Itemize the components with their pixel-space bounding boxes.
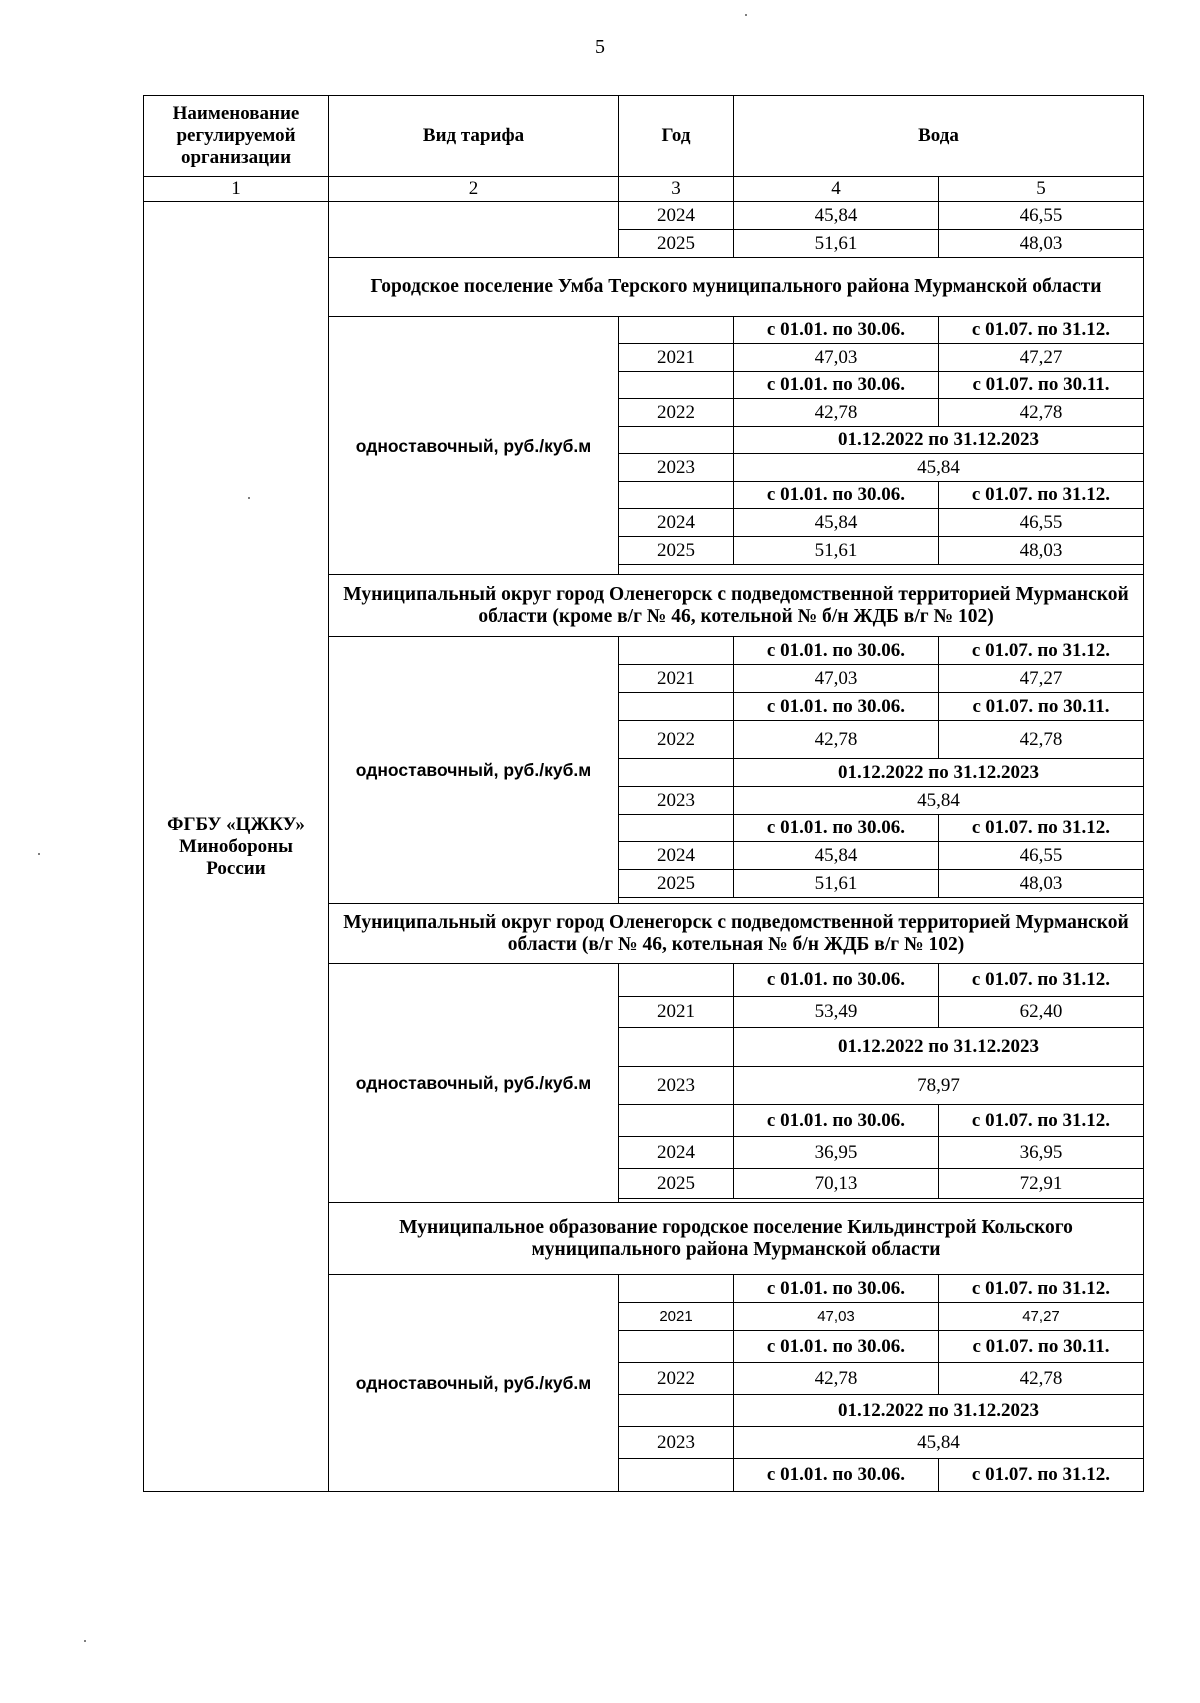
value-cell: 45,84 bbox=[734, 787, 1144, 815]
value-cell: 42,78 bbox=[734, 1363, 939, 1395]
empty-year-cell bbox=[619, 693, 734, 721]
period-cell: с 01.07. по 31.12. bbox=[939, 482, 1144, 509]
table-header-row bbox=[144, 96, 1144, 177]
period-cell: 01.12.2022 по 31.12.2023 bbox=[734, 1028, 1144, 1067]
value-cell: 45,84 bbox=[734, 1427, 1144, 1459]
empty-year-cell bbox=[619, 372, 734, 399]
value-cell: 45,84 bbox=[734, 842, 939, 870]
empty-year-cell bbox=[619, 482, 734, 509]
value-cell: 46,55 bbox=[939, 509, 1144, 537]
period-cell: с 01.07. по 31.12. bbox=[939, 1459, 1144, 1492]
year-cell: 2025 bbox=[619, 537, 734, 565]
period-cell: с 01.07. по 30.11. bbox=[939, 693, 1144, 721]
year-cell: 2023 bbox=[619, 787, 734, 815]
period-cell: с 01.01. по 30.06. bbox=[734, 693, 939, 721]
tariff-type-cell: одноставочный, руб./куб.м bbox=[329, 317, 619, 575]
value-cell: 47,27 bbox=[939, 1303, 1144, 1331]
year-cell: 2025 bbox=[619, 230, 734, 258]
value-cell: 42,78 bbox=[734, 721, 939, 759]
period-cell: с 01.07. по 31.12. bbox=[939, 964, 1144, 997]
tariff-table-wrapper bbox=[143, 95, 1143, 1492]
value-cell: 53,49 bbox=[734, 997, 939, 1028]
col-num-4: 4 bbox=[734, 177, 939, 202]
header-vid: Вид тарифа bbox=[329, 96, 619, 177]
tariff-type-cell: одноставочный, руб./куб.м bbox=[329, 964, 619, 1203]
value-cell: 45,84 bbox=[734, 454, 1144, 482]
empty-year-cell bbox=[619, 1331, 734, 1363]
period-cell: 01.12.2022 по 31.12.2023 bbox=[734, 759, 1144, 787]
period-cell: с 01.01. по 30.06. bbox=[734, 964, 939, 997]
year-cell: 2022 bbox=[619, 721, 734, 759]
period-cell: 01.12.2022 по 31.12.2023 bbox=[734, 1395, 1144, 1427]
period-cell: с 01.07. по 31.12. bbox=[939, 815, 1144, 842]
value-cell: 42,78 bbox=[939, 399, 1144, 427]
year-cell: 2023 bbox=[619, 1427, 734, 1459]
table-row bbox=[144, 202, 1144, 230]
value-cell: 51,61 bbox=[734, 870, 939, 898]
period-cell: с 01.07. по 30.11. bbox=[939, 372, 1144, 399]
scan-speck bbox=[38, 853, 40, 855]
year-cell: 2021 bbox=[619, 997, 734, 1028]
value-cell: 36,95 bbox=[734, 1137, 939, 1169]
year-cell: 2024 bbox=[619, 842, 734, 870]
empty-year-cell bbox=[619, 1395, 734, 1427]
value-cell: 48,03 bbox=[939, 870, 1144, 898]
tariff-type-cell bbox=[329, 202, 619, 258]
year-cell: 2021 bbox=[619, 1303, 734, 1331]
period-cell: с 01.07. по 31.12. bbox=[939, 317, 1144, 344]
year-cell: 2023 bbox=[619, 1067, 734, 1105]
value-cell: 62,40 bbox=[939, 997, 1144, 1028]
year-cell: 2024 bbox=[619, 202, 734, 230]
col-num-1: 1 bbox=[144, 177, 329, 202]
column-number-row bbox=[144, 177, 1144, 202]
col-num-2: 2 bbox=[329, 177, 619, 202]
col-num-5: 5 bbox=[939, 177, 1144, 202]
value-cell: 46,55 bbox=[939, 842, 1144, 870]
period-cell: с 01.01. по 30.06. bbox=[734, 1331, 939, 1363]
value-cell: 48,03 bbox=[939, 537, 1144, 565]
value-cell: 47,03 bbox=[734, 1303, 939, 1331]
period-cell: с 01.01. по 30.06. bbox=[734, 815, 939, 842]
empty-year-cell bbox=[619, 637, 734, 665]
org-name-cell: ФГБУ «ЦЖКУ» Минобороны России bbox=[144, 202, 329, 1492]
header-org: Наименование регулируемой организации bbox=[144, 96, 329, 177]
year-cell: 2021 bbox=[619, 665, 734, 693]
value-cell: 47,27 bbox=[939, 344, 1144, 372]
value-cell: 36,95 bbox=[939, 1137, 1144, 1169]
period-cell: с 01.07. по 31.12. bbox=[939, 1105, 1144, 1137]
value-cell: 45,84 bbox=[734, 202, 939, 230]
col-num-3: 3 bbox=[619, 177, 734, 202]
empty-year-cell bbox=[619, 1275, 734, 1303]
period-cell: с 01.01. по 30.06. bbox=[734, 317, 939, 344]
year-cell: 2022 bbox=[619, 399, 734, 427]
section-title: Муниципальный округ город Оленегорск с подведомственной территорией Мурманской области (кроме в/г № 46, котельной № б/н ЖДБ в/г № 102) bbox=[329, 575, 1144, 637]
value-cell: 51,61 bbox=[734, 537, 939, 565]
year-cell: 2024 bbox=[619, 1137, 734, 1169]
empty-year-cell bbox=[619, 815, 734, 842]
section-title: Муниципальное образование городское поселение Кильдинстрой Кольского муниципального района Мурманской области bbox=[329, 1203, 1144, 1275]
empty-year-cell bbox=[619, 1459, 734, 1492]
tariff-type-cell: одноставочный, руб./куб.м bbox=[329, 1275, 619, 1492]
value-cell: 70,13 bbox=[734, 1169, 939, 1199]
value-cell: 78,97 bbox=[734, 1067, 1144, 1105]
empty-year-cell bbox=[619, 1028, 734, 1067]
tariff-table bbox=[143, 95, 1144, 1492]
value-cell: 47,03 bbox=[734, 344, 939, 372]
period-cell: с 01.07. по 31.12. bbox=[939, 1275, 1144, 1303]
empty-year-cell bbox=[619, 427, 734, 454]
scan-speck bbox=[745, 14, 747, 16]
page-number: 5 bbox=[595, 36, 605, 58]
value-cell: 45,84 bbox=[734, 509, 939, 537]
section-title: Городское поселение Умба Терского муниципального района Мурманской области bbox=[329, 258, 1144, 317]
period-cell: с 01.01. по 30.06. bbox=[734, 372, 939, 399]
scan-speck bbox=[248, 497, 250, 499]
empty-year-cell bbox=[619, 317, 734, 344]
period-cell: с 01.01. по 30.06. bbox=[734, 1459, 939, 1492]
period-cell: с 01.07. по 30.11. bbox=[939, 1331, 1144, 1363]
value-cell: 47,03 bbox=[734, 665, 939, 693]
period-cell: с 01.01. по 30.06. bbox=[734, 637, 939, 665]
year-cell: 2023 bbox=[619, 454, 734, 482]
year-cell: 2022 bbox=[619, 1363, 734, 1395]
tariff-type-cell: одноставочный, руб./куб.м bbox=[329, 637, 619, 904]
period-cell: 01.12.2022 по 31.12.2023 bbox=[734, 427, 1144, 454]
value-cell: 42,78 bbox=[939, 1363, 1144, 1395]
year-cell: 2025 bbox=[619, 1169, 734, 1199]
period-cell: с 01.07. по 31.12. bbox=[939, 637, 1144, 665]
value-cell: 72,91 bbox=[939, 1169, 1144, 1199]
section-title: Муниципальный округ город Оленегорск с подведомственной территорией Мурманской области (в/г № 46, котельная № б/н ЖДБ в/г № 102) bbox=[329, 904, 1144, 964]
value-cell: 42,78 bbox=[734, 399, 939, 427]
value-cell: 47,27 bbox=[939, 665, 1144, 693]
year-cell: 2025 bbox=[619, 870, 734, 898]
empty-year-cell bbox=[619, 964, 734, 997]
header-voda: Вода bbox=[734, 96, 1144, 177]
empty-year-cell bbox=[619, 1105, 734, 1137]
value-cell: 46,55 bbox=[939, 202, 1144, 230]
value-cell: 42,78 bbox=[939, 721, 1144, 759]
period-cell: с 01.01. по 30.06. bbox=[734, 1275, 939, 1303]
period-cell: с 01.01. по 30.06. bbox=[734, 482, 939, 509]
period-cell: с 01.01. по 30.06. bbox=[734, 1105, 939, 1137]
scan-speck bbox=[84, 1640, 86, 1642]
year-cell: 2024 bbox=[619, 509, 734, 537]
spacer-cell bbox=[619, 565, 1144, 575]
year-cell: 2021 bbox=[619, 344, 734, 372]
header-god: Год bbox=[619, 96, 734, 177]
value-cell: 51,61 bbox=[734, 230, 939, 258]
empty-year-cell bbox=[619, 759, 734, 787]
value-cell: 48,03 bbox=[939, 230, 1144, 258]
